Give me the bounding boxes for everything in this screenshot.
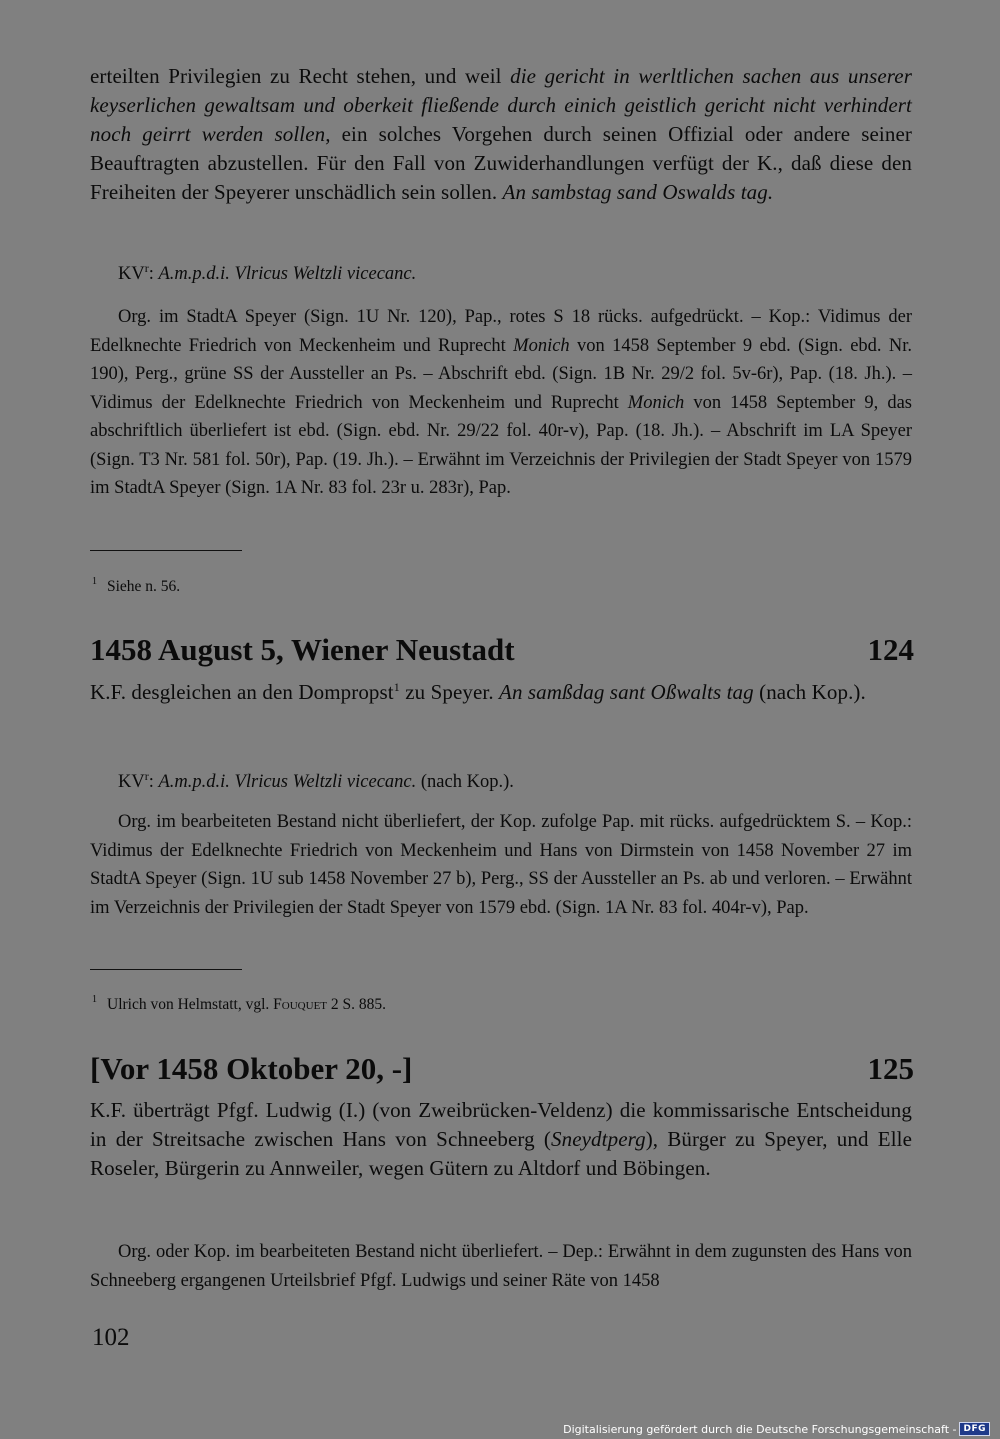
name-run: Sneydtperg (551, 1127, 646, 1151)
footnote-123 (92, 576, 914, 598)
text-run: K.F. überträgt Pfgf. Ludwig (I.) (von Zweibrücken-Veldenz) die kommissarische Entscheidung in der Streitsache zwischen Hans von Schneeberg ( (90, 1098, 912, 1151)
text-run: erteilten Privilegien zu Recht stehen, und weil (90, 64, 511, 88)
text-run: zu Speyer. (399, 680, 500, 704)
kv-label: KV (118, 264, 145, 284)
text-run: ein solches Vorgehen durch seinen Offizial oder andere seiner Beauftragten abzustellen. Für den Fall von Zuwiderhandlungen verfügt der K., daß diese den Freiheiten der Speyerer unschädlich sein sollen. (90, 122, 912, 204)
kv-sup: r (144, 768, 149, 783)
tradition-note-125: Org. oder Kop. im bearbeiteten Bestand nicht überliefert. – Dep.: Erwähnt in dem zugunsten des Hans von Schneeberg ergangenen Urteilsbrief Pfgf. Ludwigs und seiner Räte von 1458 (90, 1242, 912, 1291)
footnote-mark: 1 (92, 575, 97, 587)
date-run: An sambstag sand Oswalds tag. (502, 180, 774, 204)
text-run: ), Bürger zu Speyer, und Elle Roseler, Bürgerin zu Annweiler, wegen Gütern zu Altdorf und Böbingen. (90, 1127, 912, 1180)
footer-credit (563, 1421, 990, 1437)
author-name: Fouquet (273, 996, 328, 1013)
kv-label: KV (118, 772, 145, 792)
kv-text: A.m.p.d.i. Vlricus Weltzli vicecanc. (158, 264, 417, 284)
footer-text: Digitalisierung gefördert durch die Deutsche Forschungsgemeinschaft - (563, 1422, 957, 1436)
regest-124 (90, 678, 912, 707)
footnote-rule (90, 550, 242, 551)
paragraph-123-end (90, 62, 912, 207)
chancery-note-123 (118, 261, 912, 287)
tradition-note-123: Org. im StadtA Speyer (Sign. 1U Nr. 120), Pap., rotes S 18 rücks. aufgedrückt. – Kop.: Vidimus der Edelknechte Friedrich von Meckenheim und Ruprecht Monich von 1458 September 9 ebd. (Sign. ebd. Nr. 190), Perg., grüne SS der Aussteller an Ps. – Abschrift ebd. (Sign. 1B Nr. 29/2 fol. 5v-6r), Pap. (18. Jh.). – Vidimus der Edelknechte Friedrich von Meckenheim und Ruprecht Monich von 1458 September 9, das abschriftlich überliefert ist ebd. (Sign. ebd. Nr. 29/22 fol. 40r-v), Pap. (18. Jh.). – Abschrift im LA Speyer (Sign. T3 Nr. 581 fol. 50r), Pap. (19. Jh.). – Erwähnt im Verzeichnis der Privilegien der Stadt Speyer von 1579 im StadtA Speyer (Sign. 1A Nr. 83 fol. 23r u. 283r), Pap. (90, 307, 913, 498)
footnote-text: 2 S. 885. (327, 996, 387, 1013)
entry-number: 125 (867, 1051, 914, 1086)
footnote-mark: 1 (92, 993, 97, 1005)
page-number: 102 (92, 1324, 130, 1351)
quote-run: die gericht in werltlichen sachen aus unserer keyserlichen gewaltsam und oberkeit fließende durch einich geistlich gericht nicht verhindert noch geirrt werden sollen, (90, 64, 912, 146)
date-run: An samßdag sant Oßwalts tag (499, 680, 754, 704)
entry-heading-124 (90, 632, 914, 668)
entry-number: 124 (867, 632, 914, 667)
footnote-124 (92, 994, 914, 1016)
kv-sup: r (144, 260, 149, 275)
dfg-logo-icon: DFG (959, 1422, 990, 1436)
chancery-note-124 (118, 769, 912, 795)
kv-suffix: (nach Kop.). (416, 772, 514, 792)
footnote-text: Siehe n. 56. (107, 578, 181, 595)
text-run: K.F. desgleichen an den Dompropst (90, 680, 394, 704)
text-run: (nach Kop.). (753, 680, 866, 704)
regest-125 (90, 1096, 912, 1183)
entry-heading-125 (90, 1051, 914, 1087)
entry-date-place: 1458 August 5, Wiener Neustadt (90, 632, 515, 667)
kv-colon: : (148, 264, 159, 284)
entry-date-place: [Vor 1458 Oktober 20, -] (90, 1051, 413, 1086)
kv-text: A.m.p.d.i. Vlricus Weltzli vicecanc. (158, 772, 417, 792)
tradition-note-124: Org. im bearbeiteten Bestand nicht überliefert, der Kop. zufolge Pap. mit rücks. aufgedrücktem S. – Kop.: Vidimus der Edelknechte Friedrich von Meckenheim und Hans von Dirmstein von 1458 November 27 im StadtA Speyer (Sign. 1U sub 1458 November 27 b), Perg., SS der Aussteller an Ps. ab und verloren. – Erwähnt im Verzeichnis der Privilegien der Stadt Speyer von 1579 ebd. (Sign. 1A Nr. 83 fol. 404r-v), Pap. (90, 812, 912, 918)
footnote-text: Ulrich von Helmstatt, vgl. (107, 996, 274, 1013)
kv-colon: : (148, 772, 159, 792)
footnote-rule (90, 969, 242, 970)
footnote-ref: 1 (393, 680, 400, 694)
